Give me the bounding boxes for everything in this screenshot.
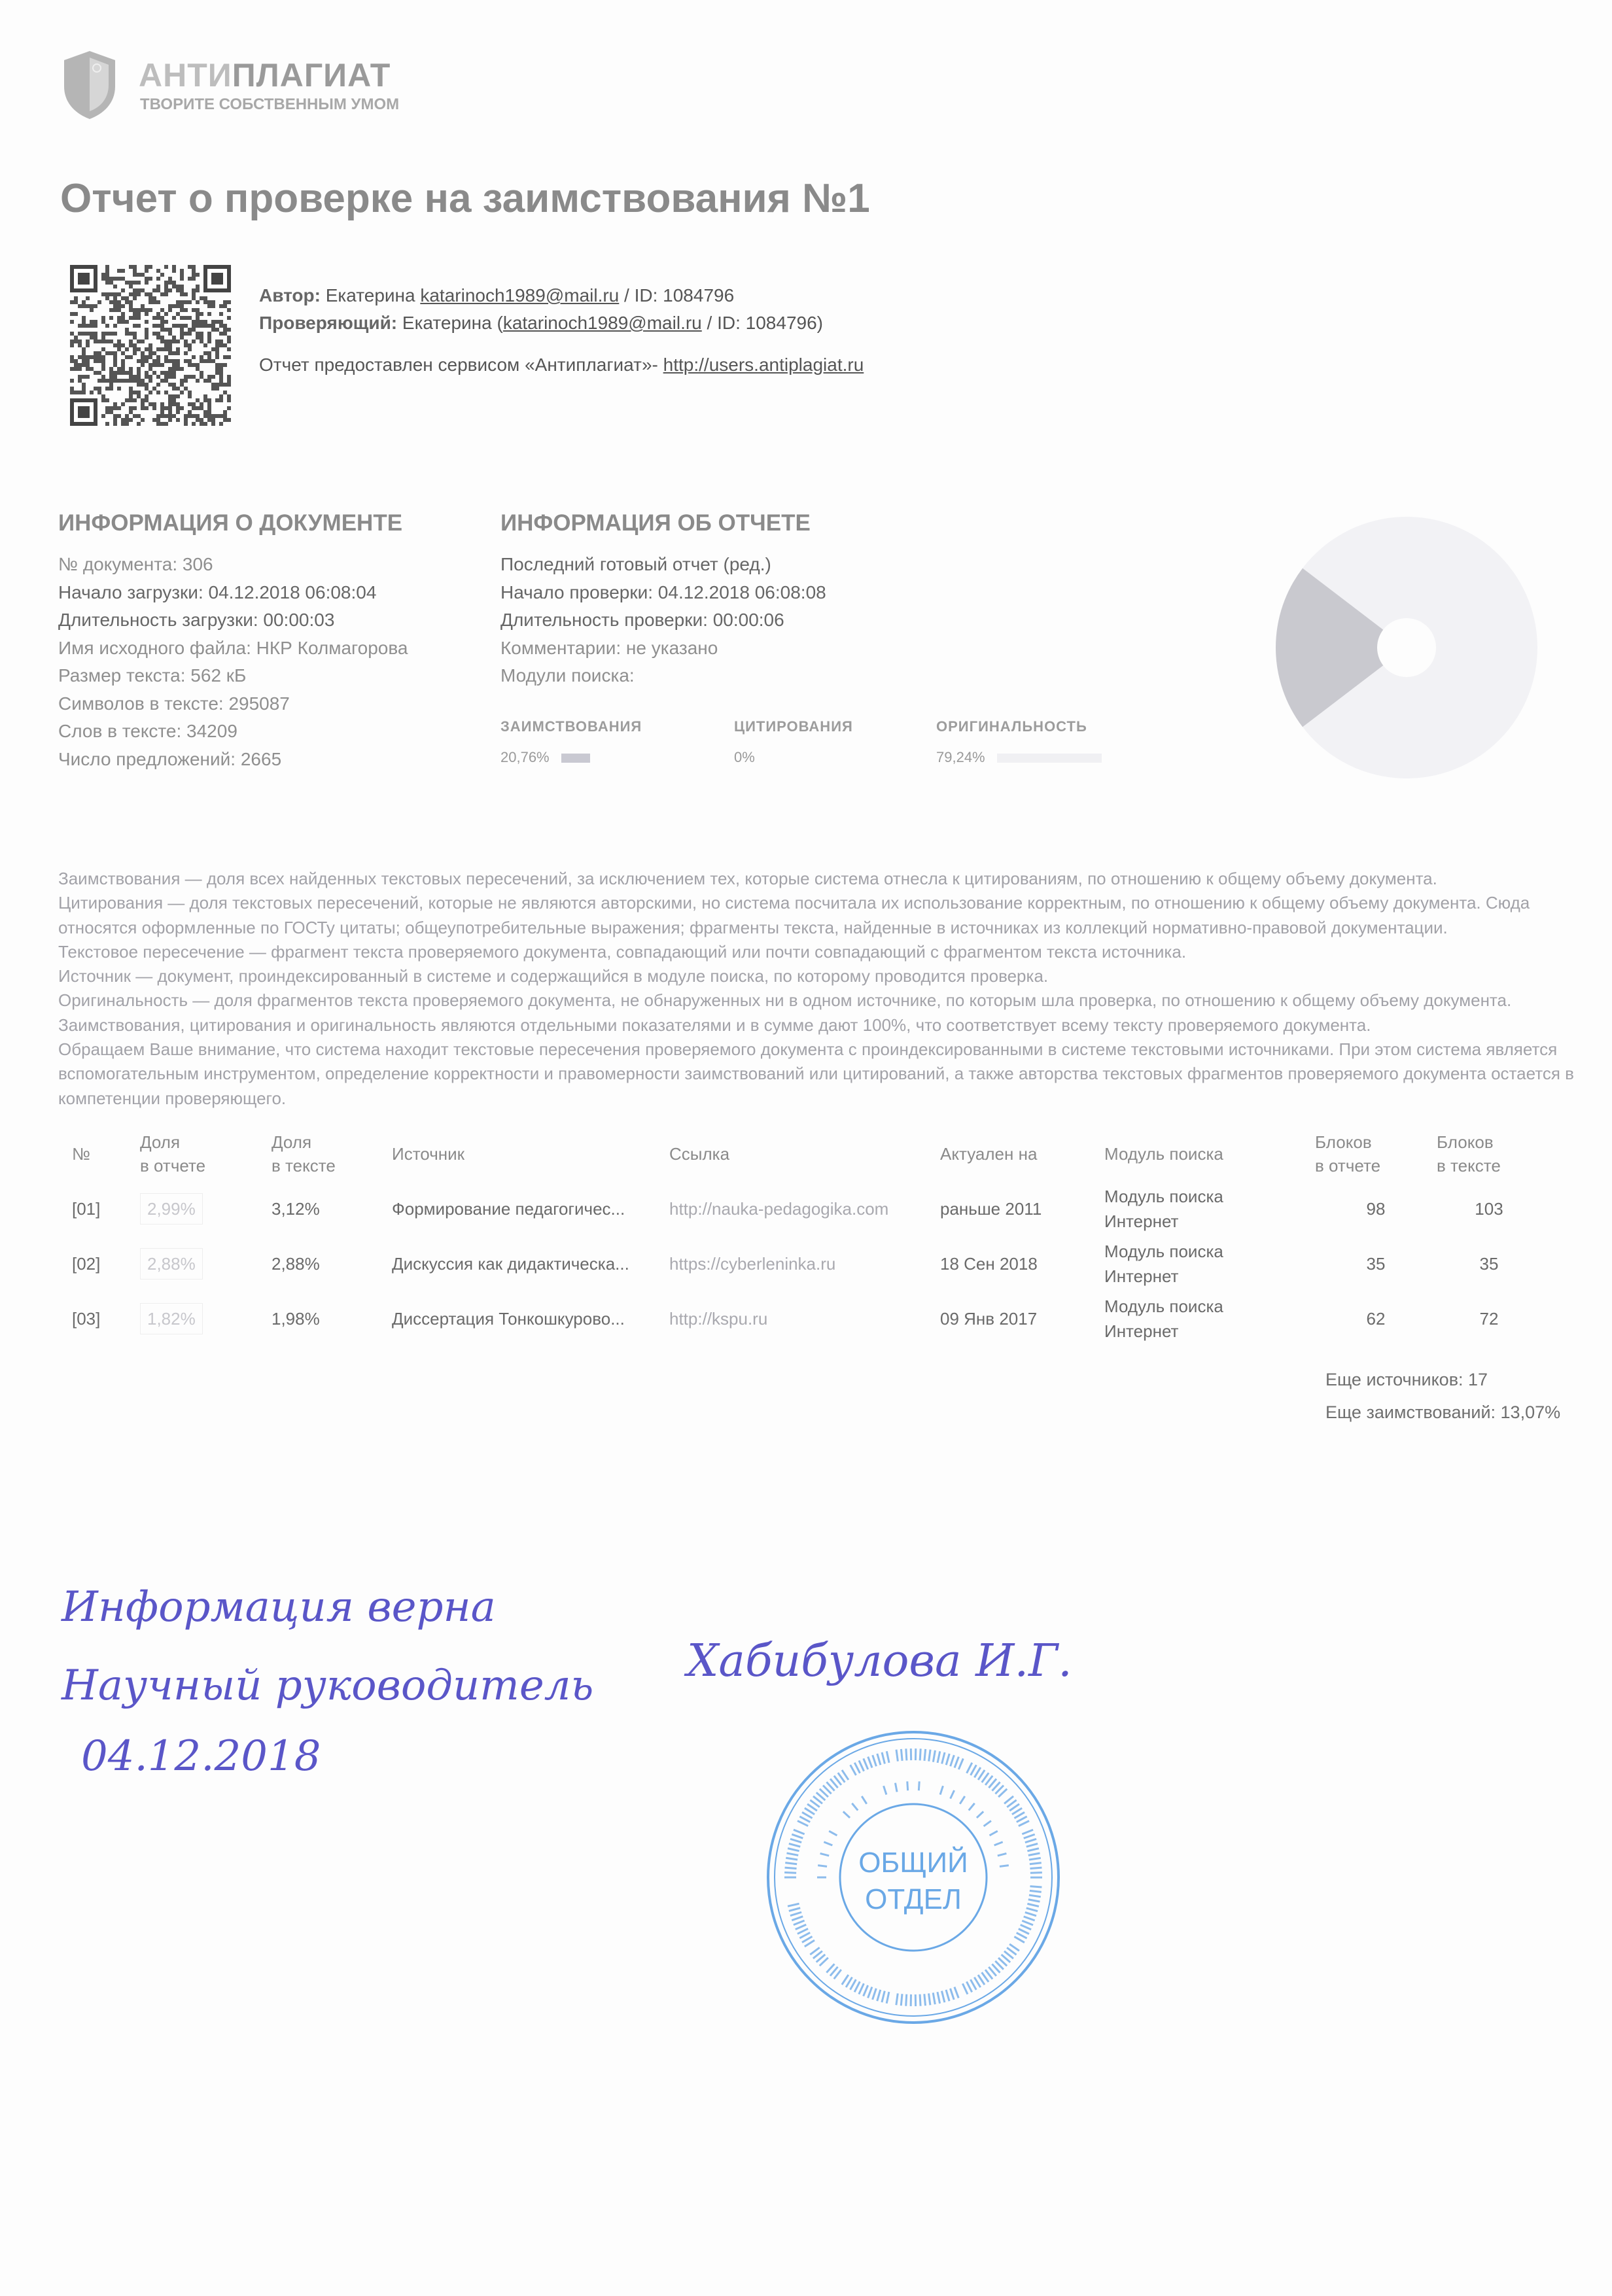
more-borrowings: Еще заимствований: 13,07% xyxy=(1325,1402,1561,1422)
doc-info-line: Начало загрузки: 04.12.2018 06:08:04 xyxy=(58,582,377,602)
logo-tagline: ТВОРИТЕ СОБСТВЕННЫМ УМОМ xyxy=(140,96,400,113)
row-module xyxy=(1104,1291,1315,1346)
stat-original xyxy=(936,749,1102,766)
author-email-link[interactable]: katarinoch1989@mail.ru xyxy=(420,285,620,305)
module-line: Модуль поиска xyxy=(1104,1186,1223,1206)
pie-hole xyxy=(1377,618,1436,677)
table-header-row xyxy=(72,1126,1541,1181)
stamp-letter-mark xyxy=(817,1877,826,1879)
doc-info-line: Число предложений: 2665 xyxy=(58,748,282,769)
result-pie-chart xyxy=(1269,510,1544,785)
share-report-value: 2,88% xyxy=(140,1248,203,1279)
stamp-letter-mark xyxy=(1028,1852,1040,1856)
doc-info-line: Символов в тексте: 295087 xyxy=(58,693,290,714)
stat-borrow xyxy=(500,749,590,766)
doc-info-list xyxy=(58,551,408,773)
stamp-letter-mark xyxy=(994,1841,1003,1846)
stamp-letter-mark xyxy=(997,1852,1006,1856)
row-source[interactable]: Диссертация Тонкошкурово... xyxy=(392,1308,625,1329)
module-line: Интернет xyxy=(1104,1211,1179,1231)
row-blocks-text: 35 xyxy=(1479,1253,1499,1274)
report-info-line: Начало проверки: 04.12.2018 06:08:08 xyxy=(500,582,826,602)
stat-original-value: 79,24% xyxy=(936,749,985,765)
stamp-letter-mark xyxy=(784,1867,796,1870)
stamp-letter-mark xyxy=(953,1987,959,1998)
stamp-letter-mark xyxy=(1030,1862,1042,1865)
stamp-letter-mark xyxy=(828,1830,837,1836)
col-header: в отчете xyxy=(1315,1155,1381,1175)
stamp-letter-mark xyxy=(949,1755,955,1767)
stamp-letter-mark xyxy=(983,1820,992,1827)
stamp-letter-mark xyxy=(1029,1857,1041,1861)
service-link[interactable]: http://users.antiplagiat.ru xyxy=(663,355,864,375)
stamp-letter-mark xyxy=(937,1751,941,1763)
col-header: в тексте xyxy=(272,1155,336,1175)
definitions-and-sources xyxy=(58,867,1576,1429)
definition-borrow: Заимствования — доля всех найденных текстовых пересечений, за исключением тех, которые система отнесла к цитированиям, по отношению к общему объему документа. xyxy=(58,869,1437,888)
module-line: Модуль поиска xyxy=(1104,1241,1223,1261)
col-module xyxy=(1104,1126,1315,1181)
stat-borrow-bar xyxy=(561,754,590,763)
table-row xyxy=(72,1236,1541,1291)
stamp-letter-mark xyxy=(989,1830,998,1836)
module-line: Модуль поиска xyxy=(1104,1296,1223,1316)
table-row xyxy=(72,1291,1541,1346)
stamp-letter-mark xyxy=(941,1991,945,2002)
official-stamp xyxy=(763,1727,1064,2028)
stamp-letter-mark xyxy=(919,1994,922,2006)
stat-citation-value: 0% xyxy=(734,749,755,765)
author-line xyxy=(259,285,734,306)
doc-info-line: Размер текста: 562 кБ xyxy=(58,665,247,686)
stamp-letter-mark xyxy=(788,1843,800,1848)
stamp-letter-mark xyxy=(851,1803,858,1811)
row-share-text: 2,88% xyxy=(272,1253,320,1274)
col-share-report xyxy=(140,1126,272,1181)
row-module xyxy=(1104,1181,1315,1236)
table-row xyxy=(72,1181,1541,1236)
stamp-letter-mark xyxy=(790,1911,801,1917)
report-info-list xyxy=(500,551,826,690)
reviewer-id: / ID: 1084796) xyxy=(707,313,823,333)
definition-source: Источник — документ, проиндексированный в системе и содержащийся в модуле поиска, по которому проводится проверка. xyxy=(58,966,1049,986)
stamp-letter-mark xyxy=(928,1750,931,1762)
col-header: в тексте xyxy=(1437,1155,1501,1175)
row-number: [02] xyxy=(72,1253,101,1274)
definition-citation: Цитирования — доля текстовых пересечений, которые не являются авторскими, но система посчитала их использование корректным, по отношению к общему объему документа. Сюда относятся оформленные по ГОСТу цитаты; общеупотребительные выражения; фрагменты текста, найденные в источниках из коллекций нормативно-правовой документации. xyxy=(58,893,1530,937)
more-sources: Еще источников: 17 xyxy=(1325,1369,1488,1389)
stamp-letter-mark xyxy=(1025,1838,1036,1843)
row-source[interactable]: Дискуссия как дидактическа... xyxy=(392,1253,629,1274)
col-header: Модуль поиска xyxy=(1104,1143,1223,1164)
stamp-letter-mark xyxy=(788,1907,800,1912)
antiplagiat-logo-shield-icon xyxy=(61,48,118,122)
stamp-letter-mark xyxy=(1022,1920,1034,1926)
row-date: раньше 2011 xyxy=(940,1198,1042,1219)
stamp-letter-mark xyxy=(1023,1834,1035,1839)
row-blocks-report: 98 xyxy=(1366,1198,1386,1219)
stamp-letter-mark xyxy=(958,1758,964,1770)
logo-name-part: ПЛАГИАТ xyxy=(232,57,391,94)
stamp-letter-mark xyxy=(793,1920,805,1926)
stamp-letter-mark xyxy=(818,1864,827,1868)
stamp-letter-mark xyxy=(867,1987,873,1998)
stamp-letter-mark xyxy=(788,1903,799,1907)
stamp-letter-mark xyxy=(1025,1911,1036,1917)
report-info-line: Последний готовый отчет (ред.) xyxy=(500,554,771,574)
col-source xyxy=(392,1126,669,1181)
author-label: Автор: xyxy=(259,285,321,305)
stamp-letter-mark xyxy=(936,1992,941,2004)
stamp-letter-mark xyxy=(945,1753,951,1765)
stamp-letter-mark xyxy=(861,1796,867,1804)
stamp-letter-mark xyxy=(886,1751,890,1763)
stamp-letter-mark xyxy=(959,1796,966,1804)
row-blocks-report: 62 xyxy=(1366,1308,1386,1329)
stat-borrow-value: 20,76% xyxy=(500,749,550,765)
stamp-letter-mark xyxy=(824,1841,833,1846)
stamp-letter-mark xyxy=(1023,1915,1035,1921)
stamp-letter-mark xyxy=(923,1994,926,2006)
col-blocks-text xyxy=(1437,1126,1541,1181)
stamp-letter-mark xyxy=(784,1871,796,1874)
row-share-text: 3,12% xyxy=(272,1198,320,1219)
module-line: Интернет xyxy=(1104,1266,1179,1286)
reviewer-name: Екатерина ( xyxy=(402,313,503,333)
col-link xyxy=(669,1126,940,1181)
handwritten-date: 04.12.2018 xyxy=(81,1732,321,1781)
stamp-letter-mark xyxy=(1029,1894,1041,1898)
logo-name-part: АНТИ xyxy=(139,57,232,94)
row-share-report xyxy=(140,1181,272,1236)
share-report-value: 2,99% xyxy=(140,1193,203,1225)
col-number xyxy=(72,1126,140,1181)
col-header: Доля xyxy=(272,1132,312,1152)
stamp-letter-mark xyxy=(910,1748,912,1760)
stamp-letter-mark xyxy=(932,1750,936,1762)
stamp-letter-mark xyxy=(843,1811,850,1818)
stamp-letter-mark xyxy=(945,1989,951,2001)
module-line: Интернет xyxy=(1104,1321,1179,1341)
doc-info-line: Длительность загрузки: 00:00:03 xyxy=(58,610,335,630)
col-date xyxy=(940,1126,1104,1181)
stat-borrow-label: ЗАИМСТВОВАНИЯ xyxy=(500,718,642,735)
row-blocks-report: 35 xyxy=(1366,1253,1386,1274)
author-id: / ID: 1084796 xyxy=(624,285,735,305)
stamp-letter-mark xyxy=(1030,1885,1042,1888)
stamp-letter-mark xyxy=(886,1992,890,2004)
stamp-letter-mark xyxy=(876,1989,881,2001)
stamp-letter-mark xyxy=(1022,1829,1034,1835)
stamp-letter-mark xyxy=(793,1829,805,1835)
row-date: 18 Сен 2018 xyxy=(940,1253,1038,1274)
row-source[interactable]: Формирование педагогичес... xyxy=(392,1198,625,1219)
stamp-letter-mark xyxy=(871,1988,877,2000)
stamp-letter-mark xyxy=(915,1748,917,1760)
report-info-heading: ИНФОРМАЦИЯ ОБ ОТЧЕТЕ xyxy=(500,510,811,536)
reviewer-label: Проверяющий: xyxy=(259,313,398,333)
stamp-letter-mark xyxy=(905,1748,907,1760)
logo-name xyxy=(139,56,391,94)
stamp-letter-mark xyxy=(910,1994,912,2006)
handwritten-info-correct: Информация верна xyxy=(61,1583,496,1631)
stamp-letter-mark xyxy=(785,1862,797,1865)
stamp-letter-mark xyxy=(792,1834,803,1839)
stamp-letter-mark xyxy=(915,1994,917,2006)
stamp-letter-mark xyxy=(949,1790,955,1799)
author-name: Екатерина xyxy=(325,285,415,305)
stamp-letter-mark xyxy=(1026,1843,1038,1848)
stamp-letter-mark xyxy=(820,1852,829,1856)
stamp-letter-mark xyxy=(895,1993,898,2005)
stamp-letter-mark xyxy=(900,1994,903,2006)
doc-info-line: Имя исходного файла: НКР Колмагорова xyxy=(58,637,408,658)
doc-info-heading: ИНФОРМАЦИЯ О ДОКУМЕНТЕ xyxy=(58,510,403,536)
row-link[interactable]: http://kspu.ru xyxy=(669,1308,768,1329)
row-link[interactable]: https://cyberleninka.ru xyxy=(669,1253,836,1274)
stamp-center-top: ОБЩИЙ xyxy=(858,1847,968,1879)
stamp-letter-mark xyxy=(900,1749,903,1761)
stamp-letter-mark xyxy=(871,1755,877,1767)
report-info-line: Комментарии: не указано xyxy=(500,637,718,658)
stamp-letter-mark xyxy=(784,1877,796,1879)
reviewer-email-link[interactable]: katarinoch1989@mail.ru xyxy=(502,313,702,333)
stamp-letter-mark xyxy=(906,1781,909,1790)
definitions xyxy=(58,867,1576,1111)
stamp-letter-mark xyxy=(1030,1890,1042,1893)
stamp-letter-mark xyxy=(788,1847,799,1852)
stamp-letter-mark xyxy=(792,1915,803,1921)
stamp-letter-mark xyxy=(923,1749,926,1761)
qr-code xyxy=(70,263,231,428)
stamp-letter-mark xyxy=(1027,1847,1039,1852)
stamp-letter-mark xyxy=(790,1838,802,1843)
stamp-letter-mark xyxy=(786,1857,797,1861)
stamp-letter-mark xyxy=(976,1811,984,1818)
col-header: № xyxy=(72,1143,90,1164)
col-header: Блоков xyxy=(1315,1132,1372,1152)
definition-sum: Заимствования, цитирования и оригинальность являются отдельными показателями и в сумме дают 100%, что соответствует всему тексту проверяемого документа. xyxy=(58,1015,1371,1035)
service-text: Отчет предоставлен сервисом «Антиплагиат»- xyxy=(259,355,658,375)
col-header: Ссылка xyxy=(669,1143,730,1164)
col-header: Источник xyxy=(392,1143,464,1164)
stamp-letter-mark xyxy=(941,1752,945,1764)
stamp-letter-mark xyxy=(881,1991,885,2002)
stamp-letter-mark xyxy=(881,1752,886,1764)
stamp-letter-mark xyxy=(905,1994,907,2006)
stamp-letter-mark xyxy=(1028,1898,1040,1902)
stamp-letter-mark xyxy=(786,1852,798,1856)
col-share-text xyxy=(272,1126,392,1181)
col-header: Актуален на xyxy=(940,1143,1038,1164)
row-blocks-text: 72 xyxy=(1479,1308,1499,1329)
row-date: 09 Янв 2017 xyxy=(940,1308,1038,1329)
stamp-letter-mark xyxy=(883,1786,887,1795)
reviewer-line xyxy=(259,313,823,334)
stat-original-bar xyxy=(997,754,1102,763)
row-share-text: 1,98% xyxy=(272,1308,320,1329)
definition-originality: Оригинальность — доля фрагментов текста проверяемого документа, не обнаруженных ни в одном источнике, по которым шла проверка, по отношению к общему объему документа. xyxy=(58,990,1512,1011)
stat-citation-label: ЦИТИРОВАНИЯ xyxy=(734,718,853,735)
col-header: в отчете xyxy=(140,1155,206,1175)
stamp-letter-mark xyxy=(939,1786,944,1795)
row-share-report xyxy=(140,1291,272,1346)
stamp-letter-mark xyxy=(954,1756,960,1768)
row-number: [03] xyxy=(72,1308,101,1329)
definition-intersection: Текстовое пересечение — фрагмент текста проверяемого документа, совпадающий или почти совпадающий с фрагментом текста источника. xyxy=(58,941,1187,962)
stamp-letter-mark xyxy=(1027,1903,1039,1907)
stamp-letter-mark xyxy=(876,1753,881,1765)
report-info-line: Длительность проверки: 00:00:06 xyxy=(500,610,784,630)
col-blocks-report xyxy=(1315,1126,1437,1181)
row-blocks-text: 103 xyxy=(1475,1198,1503,1219)
stamp-center-bottom: ОТДЕЛ xyxy=(865,1883,962,1915)
stamp-letter-mark xyxy=(919,1748,922,1760)
handwritten-signature: Хабибулова И.Г. xyxy=(687,1635,1072,1687)
service-line xyxy=(259,355,864,375)
stamp-letter-mark xyxy=(932,1992,936,2004)
doc-info-line: Слов в тексте: 34209 xyxy=(58,721,237,741)
stamp-letter-mark xyxy=(1026,1907,1038,1912)
report-info-line: Модули поиска: xyxy=(500,665,635,686)
share-report-value: 1,82% xyxy=(140,1303,203,1334)
stamp-letter-mark xyxy=(918,1781,920,1790)
stamp-letter-mark xyxy=(1030,1867,1042,1870)
row-module xyxy=(1104,1236,1315,1291)
row-number: [01] xyxy=(72,1198,101,1219)
col-header: Блоков xyxy=(1437,1132,1494,1152)
doc-info-line: № документа: 306 xyxy=(58,554,213,574)
stamp-letter-mark xyxy=(1030,1871,1042,1874)
stamp-letter-mark xyxy=(896,1750,899,1762)
handwritten-supervisor: Научный руководитель xyxy=(61,1661,594,1710)
stamp-letter-mark xyxy=(949,1988,955,2000)
definition-notice: Обращаем Ваше внимание, что система находит текстовые пересечения проверяемого документа с проиндексированными в системе текстовыми источниками. При этом система является вспомогательным инструментом, определение корректности и правомерности заимствований или цитирований, а также авторства текстовых фрагментов проверяемого документа остается в компетенции проверяющего. xyxy=(58,1039,1574,1108)
row-share-report xyxy=(140,1236,272,1291)
col-header: Доля xyxy=(140,1132,181,1152)
stamp-letter-mark xyxy=(867,1756,873,1768)
stamp-letter-mark xyxy=(894,1783,898,1792)
stamp-letter-mark xyxy=(968,1803,975,1811)
sources-table xyxy=(72,1126,1541,1346)
stat-original-label: ОРИГИНАЛЬНОСТЬ xyxy=(936,718,1087,735)
report-title: Отчет о проверке на заимствования №1 xyxy=(60,176,870,221)
stamp-letter-mark xyxy=(928,1993,931,2005)
row-link[interactable]: http://nauka-pedagogika.com xyxy=(669,1198,889,1219)
stamp-letter-mark xyxy=(1000,1864,1009,1868)
more-info xyxy=(58,1363,1576,1429)
stamp-letter-mark xyxy=(1030,1877,1042,1879)
